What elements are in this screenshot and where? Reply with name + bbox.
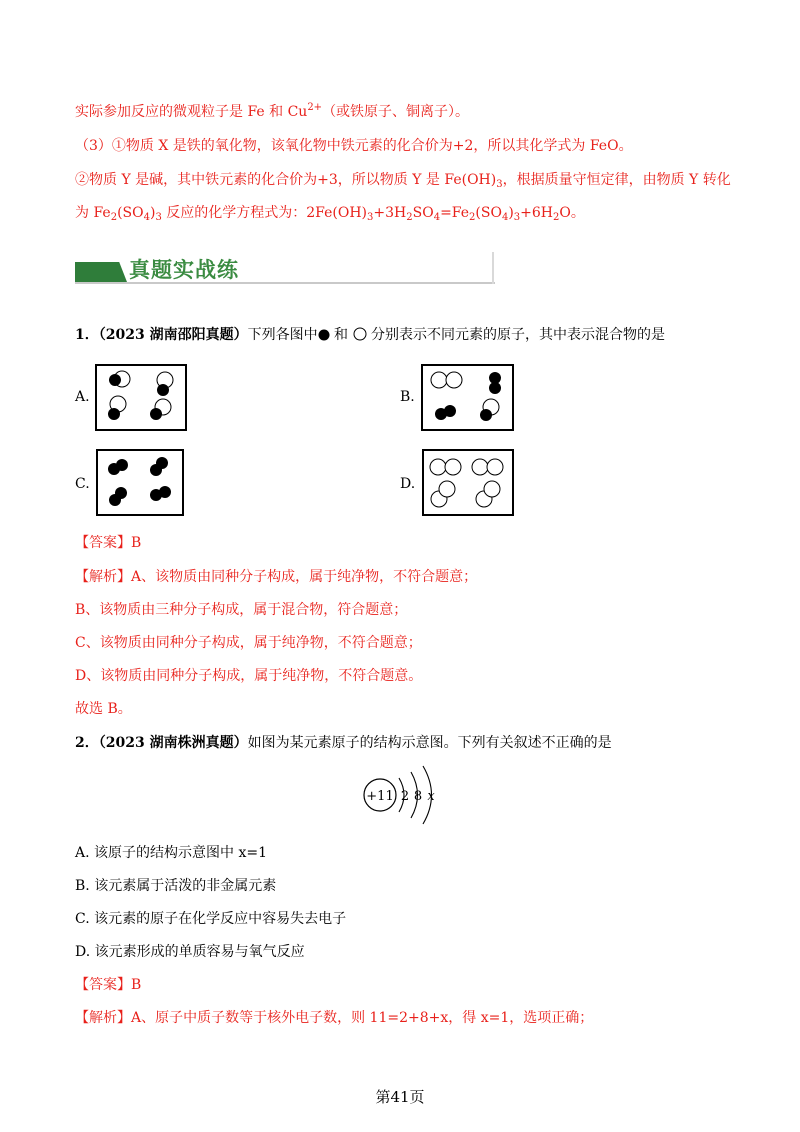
question-2-option-a: A. 该原子的结构示意图中 x=1: [75, 845, 267, 861]
eq-sub: 3: [513, 212, 521, 223]
sub: 3: [496, 179, 503, 190]
eq-part: 反应的化学方程式为：2Fe(OH): [161, 205, 368, 221]
eq-part: ): [508, 205, 514, 221]
molecule-co: [150, 399, 171, 420]
question-1-number: 1．: [75, 327, 99, 343]
question-1-analysis-b: B、该物质由三种分子构成，属于混合物，符合题意；: [75, 602, 408, 618]
molecule-c2: [108, 459, 128, 475]
explanation-line-1: [75, 102, 469, 122]
molecule-co: [480, 399, 499, 421]
question-1-analysis-d: D、该物质由同种分子构成，属于纯净物，不符合题意。: [75, 668, 423, 684]
question-2-option-d: D. 该元素形成的单质容易与氧气反应: [75, 944, 305, 960]
eq-sub: 3: [155, 212, 162, 223]
molecule-o2: [472, 459, 503, 475]
question-1-analysis-a: [75, 567, 477, 587]
eq-part: +6H: [520, 205, 554, 221]
analysis-tag: 【解析】: [75, 569, 131, 585]
question-1-conclusion: 故选 B。: [75, 701, 132, 717]
eq-part: 为 Fe: [75, 205, 111, 221]
explanation-line-1-text: 实际参加反应的微观粒子是 Fe 和 Cu: [75, 104, 308, 120]
eq-sub: 2: [469, 212, 476, 223]
option-d-diagram: [422, 449, 514, 516]
black-atom-icon: [318, 329, 330, 341]
answer-value: B: [131, 977, 142, 993]
eq-part: ): [149, 205, 156, 221]
option-b-diagram: [421, 364, 514, 431]
question-1-answer: [75, 533, 141, 553]
explanation-line-3: [75, 170, 731, 190]
analysis-text: A、原子中质子数等于核外电子数，则 11=2+8+x，得 x=1，选项正确；: [131, 1010, 594, 1026]
copper-charge: 2+: [307, 102, 323, 113]
shell-1-electrons: 2: [400, 789, 410, 804]
nucleus-charge: +11: [366, 789, 394, 804]
molecule-c2: [435, 405, 456, 420]
option-a-label: A.: [75, 389, 90, 405]
eq-part: (SO: [475, 205, 502, 221]
molecule-co: [157, 372, 173, 396]
question-1-source: （2023 湖南邵阳真题）: [98, 327, 248, 343]
eq-sub: 4: [433, 212, 441, 223]
option-a-diagram: [95, 364, 187, 431]
question-2-answer: [75, 975, 141, 995]
answer-value: B: [131, 535, 142, 551]
shell-3-electrons: x: [427, 789, 435, 804]
banner-tick: [492, 252, 494, 284]
question-2: [75, 733, 612, 753]
answer-tag: 【答案】: [75, 535, 131, 551]
option-c-label: C.: [75, 476, 90, 492]
eq-part: =Fe: [440, 205, 470, 221]
eq-part: (SO: [117, 205, 144, 221]
eq-sub: 2: [406, 212, 413, 223]
question-2-source: （2023 湖南株洲真题）: [98, 735, 248, 751]
banner-rule: [75, 282, 495, 284]
question-1-analysis-c: C、该物质由同种分子构成，属于纯净物，不符合题意；: [75, 635, 422, 651]
option-c-diagram: [96, 449, 184, 516]
eq-sub: 4: [501, 212, 509, 223]
question-2-number: 2．: [75, 735, 99, 751]
question-2-option-b: B. 该元素属于活泼的非金属元素: [75, 878, 277, 894]
molecule-c2: [109, 487, 127, 506]
answer-tag: 【答案】: [75, 977, 131, 993]
molecule-co: [109, 371, 130, 387]
atom-structure-diagram: [355, 760, 455, 830]
eq-part: SO: [412, 205, 434, 221]
question-1-text: 下列各图中: [247, 327, 318, 343]
chemical-equation: [75, 203, 585, 223]
molecule-o2: [431, 481, 455, 507]
explanation-line-2: （3）①物质 X 是铁的氧化物，该氧化物中铁元素的化合价为+2，所以其化学式为 FeO。: [75, 138, 633, 154]
option-d-label: D.: [400, 476, 416, 492]
question-1-and: 和: [329, 327, 353, 343]
question-2-option-c: C. 该元素的原子在化学反应中容易失去电子: [75, 911, 347, 927]
molecule-o2: [431, 372, 462, 388]
explanation-line-3-text: ②物质 Y 是碱，其中铁元素的化合价为+3，所以物质 Y 是 Fe(OH): [75, 172, 497, 188]
white-atom-icon: [353, 327, 367, 341]
molecule-o2: [476, 481, 500, 507]
analysis-text: A、该物质由同种分子构成，属于纯净物，不符合题意；: [131, 569, 478, 585]
banner-shape-icon: [75, 262, 127, 282]
question-1: [75, 325, 665, 345]
eq-part: O。: [559, 205, 585, 221]
analysis-tag: 【解析】: [75, 1010, 131, 1026]
eq-sub: 3: [367, 212, 374, 223]
section-banner: [75, 252, 495, 288]
molecule-o2: [430, 459, 461, 475]
molecule-c2: [150, 486, 171, 501]
molecule-c2: [150, 457, 168, 476]
eq-sub: 2: [110, 212, 118, 223]
eq-sub: 2: [553, 212, 560, 223]
option-b-label: B.: [400, 389, 415, 405]
molecule-co: [108, 396, 126, 420]
banner-title: 真题实战练: [129, 258, 239, 282]
question-2-text: 如图为某元素原子的结构示意图。下列有关叙述不正确的是: [247, 735, 612, 751]
explanation-line-1-tail: （或铁原子、铜离子）。: [322, 104, 470, 120]
explanation-line-3-tail: ，根据质量守恒定律，由物质 Y 转化: [502, 172, 731, 188]
question-2-analysis: [75, 1008, 593, 1028]
page-number: 第41页: [375, 1088, 425, 1106]
question-1-text-end: 分别表示不同元素的原子，其中表示混合物的是: [366, 327, 665, 343]
molecule-c2: [489, 372, 501, 394]
shell-2-electrons: 8: [413, 789, 423, 804]
eq-sub: 4: [143, 212, 150, 223]
eq-part: +3H: [373, 205, 407, 221]
